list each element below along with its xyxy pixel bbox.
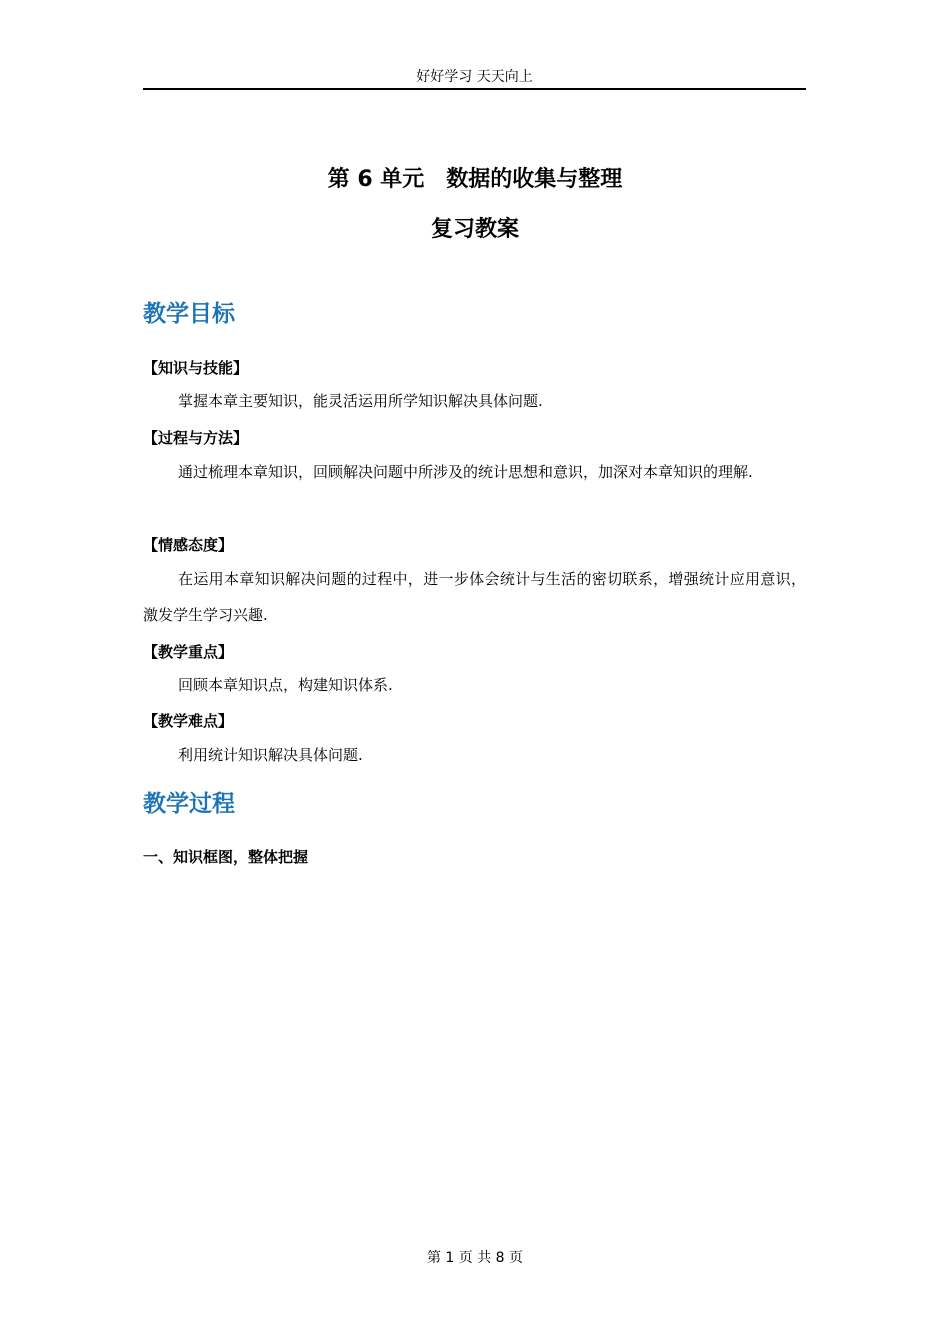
objective-text-difficulty: 利用统计知识解决具体问题.: [178, 746, 363, 764]
objective-text-attitude: 在运用本章知识解决问题的过程中，进一步体会统计与生活的密切联系，增强统计应用意识，激发学生学习兴趣.: [143, 570, 806, 624]
objective-label-process: 【过程与方法】: [143, 429, 249, 447]
objective-text-key-point: 回顾本章知识点，构建知识体系.: [178, 676, 393, 694]
section-heading-objectives: 教学目标: [143, 301, 235, 327]
objective-label-key-point: 【教学重点】: [143, 643, 234, 661]
page-footer: 第 1 页 共 8 页: [426, 1250, 524, 1266]
document-title: 第 6 单元 数据的收集与整理: [327, 167, 623, 192]
header-text: 好好学习 天天向上: [416, 69, 533, 85]
process-step-1: 一、知识框图，整体把握: [143, 848, 309, 866]
objective-text-process: 通过梳理本章知识，回顾解决问题中所涉及的统计思想和意识，加深对本章知识的理解.: [178, 463, 753, 481]
objective-text-knowledge: 掌握本章主要知识，能灵活运用所学知识解决具体问题.: [178, 392, 543, 410]
objective-label-difficulty: 【教学难点】: [143, 712, 234, 730]
section-heading-process: 教学过程: [143, 791, 235, 817]
objective-label-attitude: 【情感态度】: [143, 536, 234, 554]
page-header: [143, 66, 806, 90]
document-subtitle: 复习教案: [430, 217, 519, 242]
objective-label-knowledge: 【知识与技能】: [143, 359, 249, 377]
